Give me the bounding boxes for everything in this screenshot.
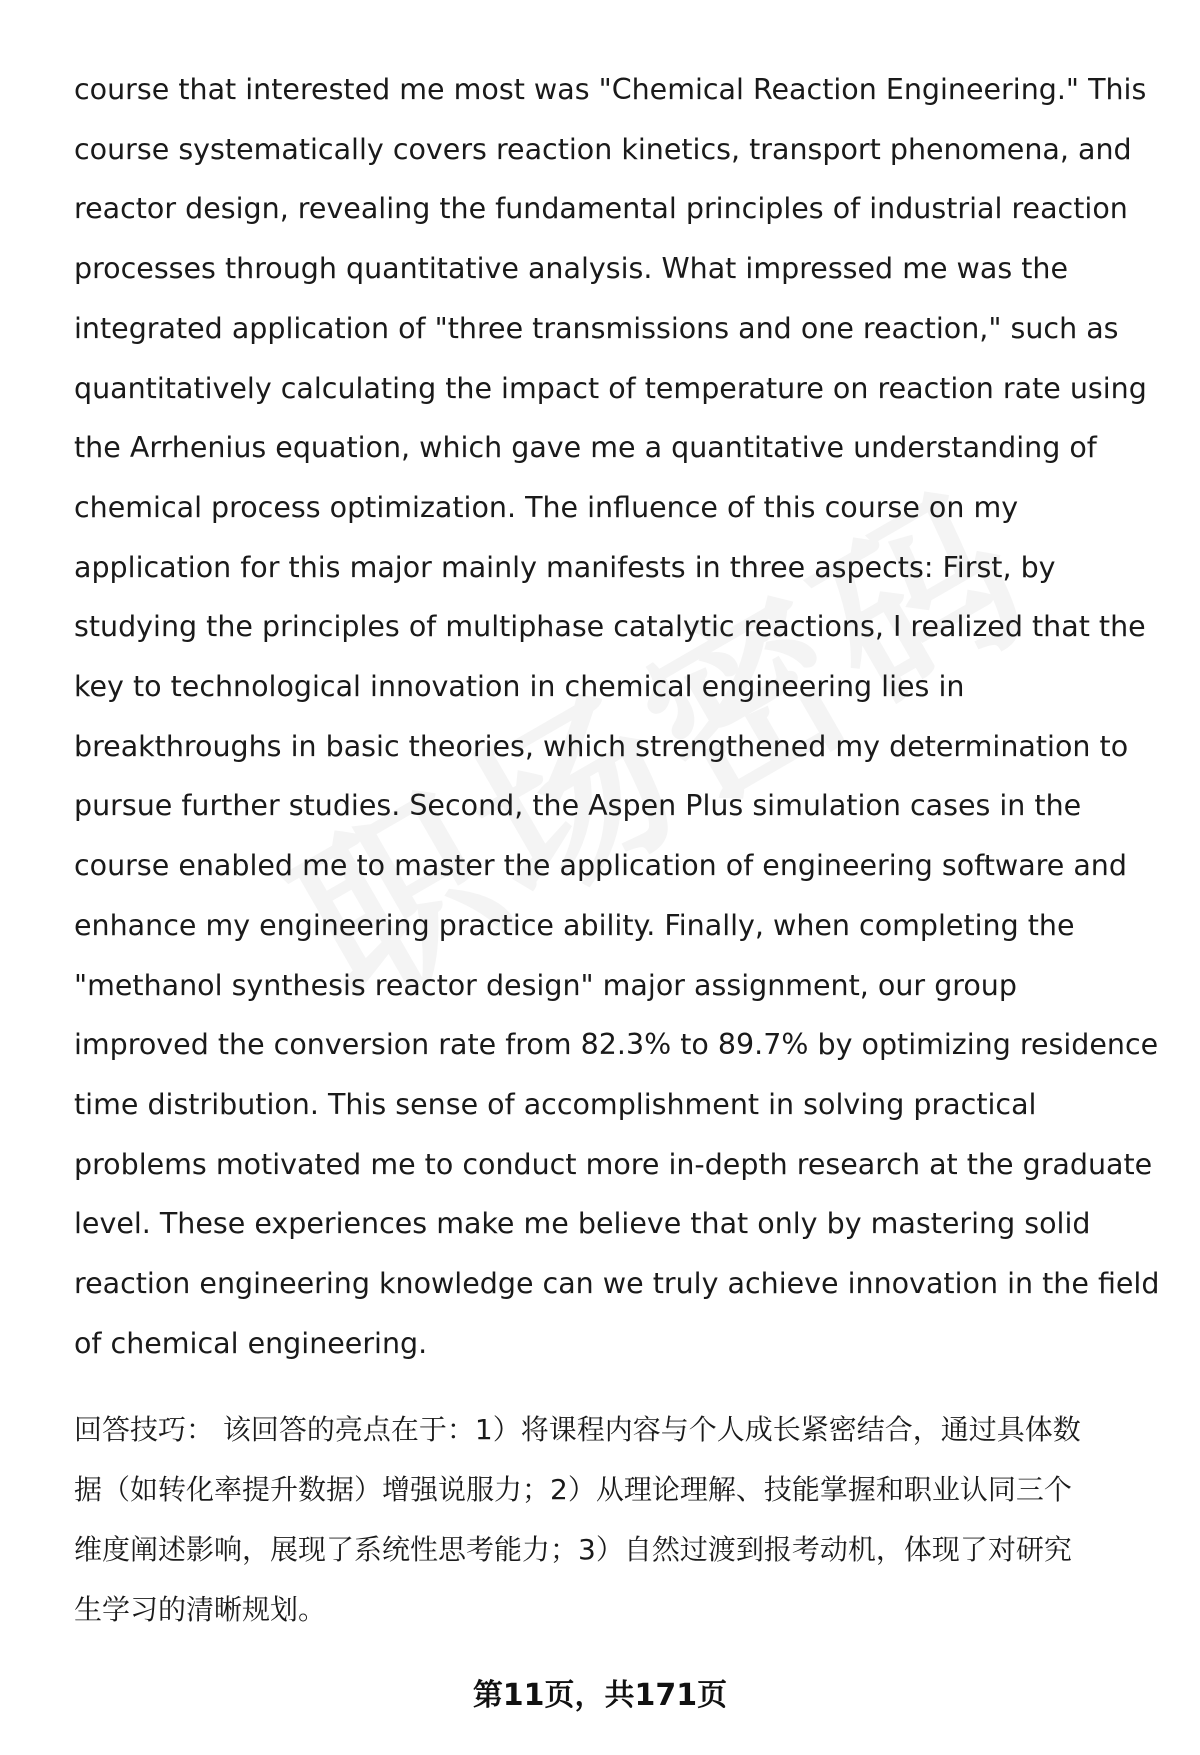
essay-body — [74, 60, 1160, 1373]
body-line: level. These experiences make me believe that only by mastering solid — [74, 1207, 1091, 1241]
body-line: application for this major mainly manifests in three aspects: First, by — [74, 550, 1056, 584]
body-line: course that interested me most was "Chemical Reaction Engineering." This — [74, 73, 1147, 106]
body-line: time distribution. This sense of accomplishment in solving practical — [74, 1087, 1037, 1121]
tips-line: 维度阐述影响，展现了系统性思考能力；3）自然过渡到报考动机，体现了对研究 — [74, 1533, 1072, 1566]
body-line: pursue further studies. Second, the Aspen Plus simulation cases in the — [74, 789, 1082, 823]
body-line: improved the conversion rate from 82.3% to 89.7% by optimizing residence — [74, 1028, 1159, 1062]
body-line: course systematically covers reaction kinetics, transport phenomena, and — [74, 132, 1132, 166]
body-line: "methanol synthesis reactor design" major assignment, our group — [74, 968, 1017, 1002]
answer-tips — [74, 1400, 1154, 1640]
body-line: integrated application of "three transmissions and one reaction," such as — [74, 311, 1119, 345]
body-line: reaction engineering knowledge can we truly achieve innovation in the field — [74, 1267, 1160, 1301]
body-line: breakthroughs in basic theories, which strengthened my determination to — [74, 729, 1129, 763]
body-line: of chemical engineering. — [74, 1326, 428, 1360]
body-line: enhance my engineering practice ability. Finally, when completing the — [74, 908, 1075, 942]
tips-line: 生学习的清晰规划。 — [74, 1593, 327, 1626]
tips-line: 据（如转化率提升数据）增强说服力；2）从理论理解、技能掌握和职业认同三个 — [74, 1473, 1072, 1506]
body-line: studying the principles of multiphase catalytic reactions, I realized that the — [74, 610, 1146, 644]
body-line: quantitatively calculating the impact of temperature on reaction rate using — [74, 371, 1147, 405]
body-line: chemical process optimization. The influence of this course on my — [74, 490, 1019, 524]
body-line: problems motivated me to conduct more in-depth research at the graduate — [74, 1147, 1153, 1181]
body-line: processes through quantitative analysis. What impressed me was the — [74, 252, 1069, 286]
body-line: reactor design, revealing the fundamental principles of industrial reaction — [74, 192, 1128, 226]
page-number: 第11页，共171页 — [472, 1678, 728, 1713]
tips-line: 回答技巧： 该回答的亮点在于：1）将课程内容与个人成长紧密结合，通过具体数 — [74, 1413, 1081, 1446]
body-line: key to technological innovation in chemical engineering lies in — [74, 670, 965, 704]
body-line: the Arrhenius equation, which gave me a quantitative understanding of — [74, 431, 1097, 465]
body-line: course enabled me to master the application of engineering software and — [74, 849, 1127, 883]
